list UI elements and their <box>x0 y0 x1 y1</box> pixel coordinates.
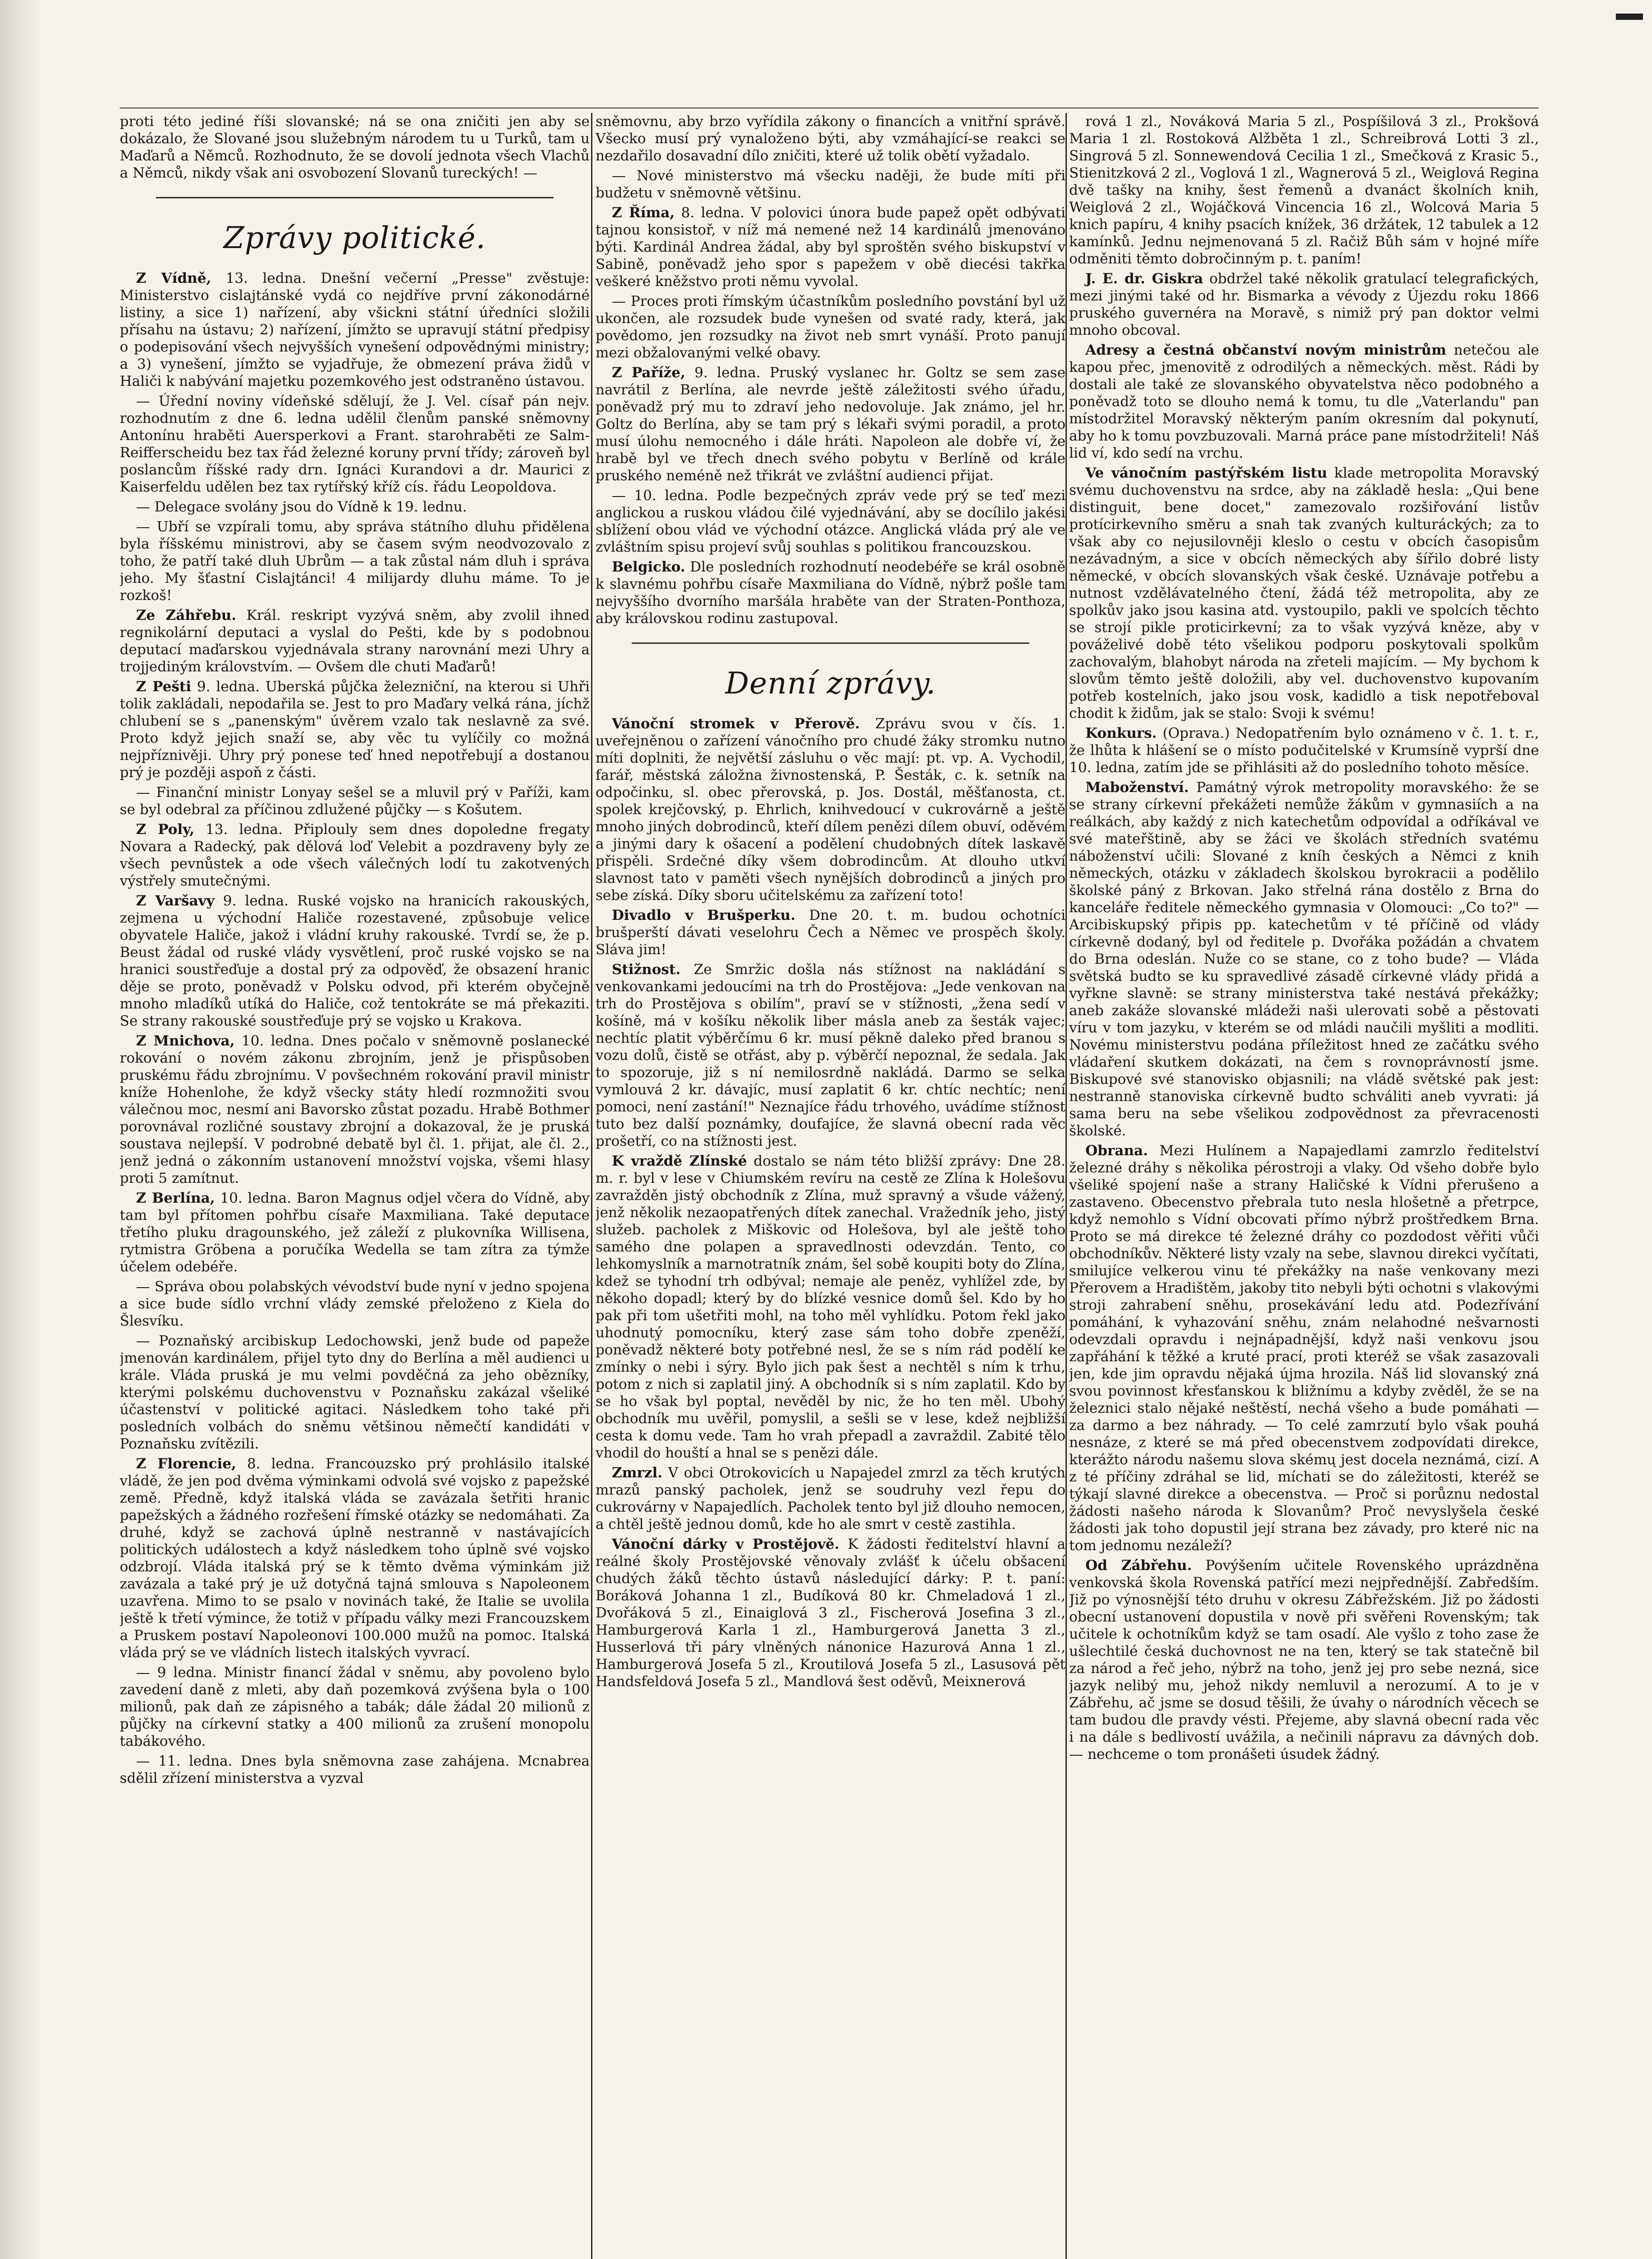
article-paragraph <box>596 1153 1065 1462</box>
article-text: K žádosti ředitelství hlavní a reálné školy Prostějovské věnovaly zvlášť k účelu obšacení chudých žáků těchto ústavů následující dárky: P. t. paní: Boráková Johanna 1 zl., Budíková 80 kr. Chmeladová 1 zl., Dvořáková 5 zl., Einaiglová 3 zl., Fischerová Josefina 3 zl., Hamburgerová Karla 1 zl., Hamburgerová Janetta 3 zl., Husserlová tři páry vlněných nánonice Hazurová Anna 1 zl., Hamburgerová Josefa 5 zl., Kroutilová Josefa 5 zl., Lasusová pět Handsfeldová Josefa 5 zl., Mandlová šest oděvů, Meixnerová <box>596 1536 1065 1690</box>
article-text: Ze Smržic došla nás stížnost na nakládání s venkovankami jedoucími na trh do Prostějova: „Jede venkovan na trh do Prostějova s obilím", praví se v stížnosti, „žena sedí v košíně, má v košíku několik liber másla aneb za šesták vajec; nechtíc platit výběrčímu 6 kr. musí pěkně daleko před branou s vozu dolů, čistě se otřást, aby p. výběrčí nepoznal, že sedala. Jak to spozoruje, již s ní nemilosrdně nakládá. Darmo se selka vymlouvá 2 kr. dávajíc, musí zaplatit 6 kr. chtíc nechtíc; není pomoci, není zastání!" Neznajíce řádu trhového, uvádíme stížnost tuto bez další poznámky, doufajíce, že slavná obecní rada věc prošetří, co na stížnosti jest. <box>596 961 1065 1149</box>
article-lead: Maboženství. <box>1085 779 1189 796</box>
article-paragraph <box>596 1464 1065 1533</box>
article-lead: Z Říma, <box>612 205 675 221</box>
article-paragraph <box>120 821 590 890</box>
article-text: rová 1 zl., Nováková Maria 5 zl., Pospíšilová 3 zl., Prokšová Maria 1 zl. Rostoková Alžběta 1 zl., Schreibrová Lotti 3 zl., Singrová 5 zl. Sonnewendová Cecilia 1 zl., Smečková z Krasic 5., Stienitzková 2 zl., Voglová 1 zl., Wagnerová 5 zl., Weiglová Regina dvě tašky na knihy, šest řemenů a dvanáct školních knih, Weiglová 2 zl., Wojáčková Vincencia 16 zl., Wolcová Maria 5 knich papíru, 4 knihy psacích knížek, 36 držátek, 12 tabulek a 12 kamínků. Jednu nejmenovaná 5 zl. Račiž Bůh sám v hojné míře odměniti těmto dobročinným p. t. paním! <box>1069 113 1539 267</box>
article-paragraph <box>120 1190 590 1275</box>
article-text: 10. ledna. Dnes počalo v sněmovně poslanecké rokování o novém zákonu zbrojním, jenž je přispůsoben pruskému řádu zbrojnímu. V povšechném rokování pravil ministr kníže Hohenlohe, že když všecky státy hledí rozmnožiti svou válečnou moc, nesmí ani Bavorsko zůstat pozadu. Hrabě Bothmer porovnával rozličné soustavy zbrojní a dokazoval, že je pruská soustava nejlepší. V podrobné debatě byl čl. 1. přijat, ale čl. 2., jenž jedná o zákonním ustanovení množství vojska, všemi hlasy proti 5 zamítnut. <box>120 1033 590 1186</box>
article-lead: J. E. dr. Giskra <box>1085 271 1203 287</box>
article-lead: Belgicko. <box>612 559 685 575</box>
article-text: — Proces proti římským účastníkům posledního povstání byl už ukončen, ale rozsudek bude vynešen od svaté rady, která, jak povědomo, jen rozsudky na život neb smrt vynáší. Proto panují mezi obžalovanými velké obavy. <box>596 293 1065 361</box>
article-text: obdržel také několik gratulací telegrafických, mezi jinými také od hr. Bismarka a vévody z Újezdu roku 1866 pruského guvernéra na Moravě, s nimiž prý pan doktor velmi mnoho obcoval. <box>1069 271 1539 338</box>
article-text: netečou ale kapou přec, jmenovitě z odrodilých a německých. měst. Rádi by dostali ale také ze slovanského obyvatelstva něco podobného a poněvadž toto se dlouho nemá k tomu, tu dle „Vaterlandu" pan místodržitel Moravský některým paním okresním dal pokynutí, aby ho k tomu povzbuzovali. Marná práce pane místodržiteli! Náš lid ví, kdo sedí na vrchu. <box>1069 342 1539 461</box>
article-paragraph <box>120 518 590 604</box>
article-paragraph <box>1069 113 1539 267</box>
col3-articles <box>1069 113 1539 1763</box>
article-paragraph <box>1069 270 1539 339</box>
article-lead: Ve vánočním pastýřském listu <box>1085 465 1328 481</box>
column-1 <box>120 113 590 2259</box>
article-lead: Divadlo v Brušperku. <box>612 907 796 923</box>
article-lead: Z Pešti <box>136 679 192 695</box>
article-text: 9. ledna. Pruský vyslanec hr. Goltz se sem zase navrátil z Berlína, ale nevrde ještě záležitosti svého úřadu, poněvadž prý mu to zdraví jeho nedovoluje. Jak známo, jel hr. Goltz do Berlína, aby se tam prý s lékaři svými poradil, a proto musí úlohu nemocného i dále hráti. Napoleon ale dobře ví, že hrabě byl ve třech dnech svého pobytu v Berlíně od krále pruského neméně než třikrát ve zvláštní audienci přijat. <box>596 365 1065 484</box>
article-text: Památný výrok metropolity moravského: že se se strany církevní překážeti nemůže žákům v gymnasiích a na reálkách, aby každý z nich katechetům odpovídal a odříkával ve své mateřštině, aby se žáci ve školách středních svatému náboženství učili: Slované z kníh českých a Němci z knih německých, otázku v základech školskou byrokracii a podělilo školské páný z Brkovan. Jako střelná rána dostělo z Brna do kanceláře ředitele německého gymnasia v Olomouci: „Co to?" — Arcibiskupský připis pp. katechetům v té příčině od vlády církevně dodaný, byl od ředitele p. Dvořáka požádán a chvatem do Brna odeslán. Nuže co se stane, co z toho bude? — Vláda světská budto se ku spravedlivé zásadě církevné vlády přidá a vyřkne slavně: se strany ministerstva také nestává překážky; aneb zakáže slovanské mládeži naši ulerovati sobě a pěstovati víru v tom jazyku, v kterém se od mládi naučili myšliti a modliti. Novému ministerstvu podána příležitost hned ze začátku svého vládaření skutkem dokázati, na čem s rovnoprávností jsme. Biskupové své stanovisko objasnili; na vládě světské pak jest: nestranně stanoviska církevně budto schváliti aneb vyvrati: já sama beru na sebe všelikou zodpovědnost za převracenosti školské. <box>1069 779 1539 1139</box>
column-3 <box>1069 113 1539 2259</box>
article-lead: Od Zábřehu. <box>1085 1557 1192 1574</box>
article-paragraph <box>1069 342 1539 462</box>
column-rule-1 <box>591 113 592 2259</box>
article-lead: Obrana. <box>1085 1143 1148 1159</box>
article-text: — Úřední noviny vídeňské sdělují, že J. Vel. císař pán nejv. rozhodnutím z dne 6. ledna udělil členům panské sněmovny Antonínu hraběti Auersperkovi a Frant. starohraběti ze Salm-Reifferscheidu bez tax řád železné koruny první třídy; zároveň byl poslancům říšské rady drn. Ignáci Kurandovi a dr. Maurici z Kaiserfeldu udělen bez tax rytířský kříž cís. řádu Leopoldova. <box>120 393 590 495</box>
col1-articles <box>120 270 590 1787</box>
article-lead: Z Paříže, <box>612 365 685 381</box>
article-paragraph <box>596 293 1065 361</box>
article-lead: Vánoční dárky v Prostějově. <box>612 1536 840 1552</box>
article-text: 9. ledna. Uberská půjčka železniční, na kterou si Uhři tolik zakládali, nepodařila se. Jest to pro Maďary velká rána, jíchž chlubení se s „panenským" úvěrem vzalo tak neslavně za své. Proto když jejich snaží se, aby věc tu vylíčily co možná nejpříznivěji. Uhry prý ponese teď hned nepotřebují a dostanou prý je později aspoň z části. <box>120 679 590 781</box>
section-heading-politics: Zprávy politické. <box>223 220 486 255</box>
scan-edge-mark <box>1616 14 1643 20</box>
article-text: klade metropolita Moravský svému duchovenstvu na srdce, aby na základě hesla: „Qui bene distinguit, bene docet," zamezovalo rozšiřování listův protícirkevního směru a snah tak zvaných kulturáckých; za to však aby co nejusilovněji kleslo o cestu v obcích časopisům nezávadným, a sice v obcích německých aby šířilo dobré listy německé, v obcích slovanských však české. Uznávaje potřebu a nutnost vzdělávatelného čtení, žádá též metropolita, aby ze spolkův jako jsou kasina atd. vystoupilo, pakli ve spolcích těchto se strojí pikle proticirkevní; za to však vyzývá kněze, aby v pováželivé době této všelikou podporu poskytovali spolkům zachovalým, blahobyt národa na zřeteli majícím. — My bychom k slovům těmto ještě doložili, aby vel. duchovenstvo kupovaním potřeb kostelních, jako jsou vosk, kadidlo a tisk nepotřeboval chodit k židům, jak se stalo: Svoji k svému! <box>1069 465 1539 722</box>
article-lead: Z Mnichova, <box>136 1033 235 1049</box>
article-paragraph <box>120 892 590 1030</box>
article-paragraph <box>120 270 590 390</box>
article-paragraph <box>1069 725 1539 776</box>
col2-news-articles <box>596 715 1065 1690</box>
article-text: Povýšením učitele Rovenského uprázdněna venkovská škola Rovenská patřící mezi nejpřednější. Zabředším. Již po výnosnější této druhu v okresu Zábřežském. Již po žádosti obecní ustanovení dopustila v nově při svěřeni Rovenským; tak učitele k ochotníkům když se tam osadí. Ale vyšlo z toho zase že ušlechtilé česká duchovnost ne na ten, který se tak statečně bil za národ a řeč jeho, nýbrž na toho, jenž jej pro sebe nezná, sice jazyk nelibý mu, jehož nikdy nemluvil a nerozumí. A to je v Zábřehu, ač jsme se dosud těšili, že úvahy o národních věcech se tam budou dle pravdy vésti. Přejeme, aby slavná obecní rada věc i na dále s bedlivostí uvážila, a nečinili nápravu za dávných dob. — nechceme o tom pronášeti úsudek žádný. <box>1069 1557 1539 1762</box>
article-lead: Z Varšavy <box>136 893 215 909</box>
article-lead: Stižnost. <box>612 961 681 978</box>
article-paragraph <box>596 167 1065 202</box>
col2-separator <box>632 642 1029 644</box>
col2-articles <box>596 167 1065 627</box>
article-text: — Poznaňský arcibiskup Ledochowski, jenž bude od papeže jmenován kardinálem, přijel tyto dny do Berlína a měl audienci u krále. Vláda pruská je mu velmi povděčná za jeho obězníky, kterými polskému duchovenstvu v Poznaňsku zakázal všeliké účastenství v politické agitaci. Následkem toho také při posledních volbách do sněmu většinou němečtí kandidáti v Poznaňsku zvítězili. <box>120 1333 590 1452</box>
article-lead: Z Vídně, <box>136 270 211 286</box>
article-paragraph <box>596 907 1065 958</box>
article-lead: Ze Záhřebu. <box>136 607 236 623</box>
article-lead: Konkurs. <box>1085 725 1157 741</box>
column-2 <box>596 113 1065 2259</box>
article-text: 13. ledna. Dnešní večerní „Presse" zvěstuje: Ministerstvo cislajtánské vydá co nejdříve první zákonodárné listiny, a sice 1) nařízení, aby všickni státní úředníci složili přísahu na ústavu; 2) nařízení, jímžto se upravují státní předpisy o podepisování všech nejvyšších vynešení odpovědnými ministry; a 3) vynešení, jímžto se vyjadřuje, že obmezení práva židů v Haliči k nabývání majetku pozemkového jest odstraněno ústavou. <box>120 270 590 389</box>
article-paragraph <box>120 393 590 496</box>
article-paragraph <box>1069 1557 1539 1763</box>
article-text: — 11. ledna. Dnes byla sněmovna zase zahájena. Mcnabrea sdělil zřízení ministerstva a vyzval <box>120 1753 590 1786</box>
article-text: — 10. ledna. Podle bezpečných zpráv vede prý se teď mezi anglickou a ruskou vládou čilé vyjednávání, aby se docílilo jakési sblížení obou vlád ve východní otázce. Anglická vláda prý ale ve zvláštním spisu projeví svůj souhlas s politikou francouzskou. <box>596 487 1065 555</box>
article-text: — Delegace svolány jsou do Vídně k 19. lednu. <box>136 499 467 515</box>
article-lead: Zmrzl. <box>612 1465 662 1481</box>
article-paragraph <box>120 607 590 675</box>
article-paragraph <box>596 961 1065 1150</box>
col1-intro: proti této jediné říši slovanské; ná se ona zničiti jen aby se dokázalo, že Slované jsou služebným národem tu u Turků, tam u Maďarů a Němců. Rozhodnuto, že se dovolí jednota všech Vlachů a Němců, nikdy však ani osvobození Slovanů tureckých! — <box>120 113 590 181</box>
article-text: — 9 ledna. Ministr financí žádal v sněmu, aby povoleno bylo zavedení daně z mleti, aby daň pozemková zvýšena byla o 100 milionů, pak daň ze zápisného a tabák; dále žádal 20 milionů z půjčky na církevní statky a 400 milionů za zrušení monopolu tabákového. <box>120 1664 590 1749</box>
article-text: Mezi Hulínem a Napajedlami zamrzlo ředitelství železné dráhy s několika pérostroji a vlaky. Od všeho dobře bylo všeliké spojení naše a strany Haličské k Vídni přerušeno a zastaveno. Obecenstvo přebrala tuto nesla hlošetně a přetrpce, když nemohlo s Vídní obcovati přímo nýbrž proštředkem Brna. Proto se má direkce té železné dráhy co pozdodost věřiti vůči obchodníkův. Některé listy vzaly na sebe, slavnou direkci vyčítati, smilujíce velkerou vinu té překážky na naše venkovany mezi Přerovem a Hradištěm, jakoby tito nebyli býti ochotni s vlakovými stroji zahrabení sněhu, prosekávání ledu atd. Podezřívání pomáhání, k vyhazování sněhu, znám nelahodné nešvarnosti odevzdali opravdu i nejnápadnější, když naši venkovu jsou zapřáhání k těžké a kruté prací, proti kteréž se však zasazovali jen, kde jim opravdu nějaká újma hrozila. Náš lid slovanský zná svou povinnost křesťanskou k bližnímu a kdyby zvěděl, že se na železnici stalo nějaké neštěstí, nechá všeho a bude pomáhati — za darmo a bez náhrady. — To celé zamrzutí bylo však pouhá nesnáze, z které se má před obecenstvem zodpovídati direkce, kterážto národu našemu slova skémų jest docela neznámá, cizí. A z té příčiny zdráhal se lid, míchati se do záležitosti, kteréž se týkají slavné direkce a obecenstva. — Proč si porůznu nedostal žádosti našeho národa k Slovanům? Proč nevyslyšela české žádosti jak toho dopustil její strana bez závady, pro které nic na tom jednomu nezáleží? <box>1069 1143 1539 1554</box>
article-text: Dne 20. t. m. budou ochotníci brušperští dávati veselohru Čech a Němec ve prospěch školy. Sláva jim! <box>596 907 1065 958</box>
article-paragraph <box>120 498 590 516</box>
article-paragraph <box>1069 779 1539 1139</box>
article-text: (Oprava.) Nedopatřením bylo oznámeno v č. 1. t. r., že lhůta k hlášení se o místo podučitelské v Krumsíně vyprší dne 10. ledna, zatím jde se přihlásiti až do posledního tohoto měsíce. <box>1069 725 1539 776</box>
article-lead: K vraždě Zlínské <box>612 1153 747 1169</box>
article-text: 8. ledna. Francouzsko prý prohlásilo italské vládě, že jen pod dvěma výminkami odvolá své vojsko z papežské země. Předně, když italská vláda se zavázala šetřiti hranic papežských a žádného rozřešení římské otázky se nedomáhati. Za druhé, když se zachová úplně nestranně v nastávajících politických událostech a když následkem toho úplně své vojsko odzbrojí. Vláda italská prý se k těmto dvěma výminkám již zavázala a také prý je už dotyčná tajná smlouva s Napoleonem uzavřena. Mimo to se psalo v novinách také, že Italie se uvolila ještě k třetí výmince, že totiž v případu války mezi Francouzskem a Pruskem postaví Napoleonovi 100.000 mužů na pomoc. Italská vláda prý se ve vládních listech italských vyvrací. <box>120 1456 590 1661</box>
article-text: Zprávu svou v čís. 1. uveřejněnou o zařízení vánočního pro chudé žáky stromku nutno míti doplniti, že největší zásluhu o věc mají: pt. vp. A. Vychodil, farář, městská záložna živnostenská, P. Šesták, c. k. setník na odpočinku, sl. obec přerovská, p. Jos. Dostál, měšťanosta, ct. spolek krejčovský, p. Ehrlich, knihvedoucí v cukrovárně a ještě mnoho jiných dobrodinců, kteří dílem penězi dílem obuví, oděvém a jinými dary k ošacení a podělení chudobných dítek laskavě přispěli. Srdečné díky všem dobrodincům. At dlouho utkví slavnost tato v paměti všech nynějších dobrodinců a jiných pro sebe získá. Díky sboru učitelskému za zařízení toto! <box>596 716 1065 904</box>
article-text: 9. ledna. Ruské vojsko na hranicích rakouských, zejmena u východní Haliče rozestavené, způsobuje velice obyvatele Haliče, jakož i vládní kruhy rakouské. Tvrdí se, že p. Beust žádal od ruské vlády vysvětlení, proč ruské vojsko se na hranici soustřeďuje a dostal prý za odpověď, že obsazení hranic děje se proto, poněvadž v Polsku odvod, při kterém obyčejně mnoho mladíků utíká do Haliče, což tentokráte se má překaziti. Se strany rakouské soustřeďuje prý se vojsko u Krakova. <box>120 893 590 1029</box>
article-paragraph <box>596 487 1065 556</box>
article-text: 8. ledna. V polovici února bude papež opět odbývati tajnou konsistoř, v níž má nemené než 14 kardinálů jmenováno býti. Kardinál Andrea žádal, aby byl sproštěn svého biskupství v Sabině, poněvadž jeho spor s papežem v obě diecési takřka veškeré kněžstvo proti němu vyvolal. <box>596 205 1065 290</box>
article-text: — Nové ministerstvo má všecku naději, že bude míti při budžetu v sněmovně většinu. <box>596 168 1065 201</box>
column-rule-2 <box>1065 113 1067 2259</box>
section-heading-daily-news: Denní zprávy. <box>725 666 936 701</box>
article-text: — Správa obou polabských vévodství bude nyní v jedno spojena a sice bude sídlo vrchní vlády zemské přeloženo z Kiela do Šlesvíku. <box>120 1279 590 1329</box>
scan-shadow <box>0 0 41 2259</box>
article-lead: Adresy a čestná občanství novým ministrům <box>1085 342 1446 358</box>
article-paragraph <box>120 784 590 818</box>
article-paragraph <box>596 715 1065 904</box>
article-text: Král. reskript vyzývá sněm, aby zvolil ihned regnikolární deputaci a vyslal do Pešti, kde by s podobnou deputací maďarskou vyjednávala strany narovnání mezi Uhry a trojjediným královstvím. — Ovšem dle chuti Maďarů! <box>120 607 590 675</box>
article-paragraph <box>596 204 1065 290</box>
article-paragraph <box>120 1455 590 1661</box>
article-paragraph <box>1069 464 1539 722</box>
article-paragraph <box>596 1536 1065 1690</box>
article-text: 10. ledna. Baron Magnus odjel včera do Vídně, aby tam byl přítomen pohřbu císaře Maxmiliana. Také deputace třetího pluku dragounského, jež záleží z plukovníka Willisena, rytmistra Gröbena a poručíka Wedella se tam zítra za týmže účelem odebéře. <box>120 1190 590 1275</box>
article-text: Dle posledních rozhodnutí neodebéře se král osobně k slavnému pohřbu císaře Maxmiliana do Vídně, nýbrž pošle tam nejvyššího dvorního maršála hraběte van der Straten-Ponthoza, aby královskou rodinu zastupoval. <box>596 559 1065 627</box>
article-lead: Vánoční stromek v Přerově. <box>612 716 860 732</box>
col2-intro: sněmovnu, aby brzo vyřídila zákony o financích a vnitřní správě. Všecko musí prý vynaloženo býti, aby vzmáhající-se reakci se nezdařilo dosavadní dílo zničiti, které už tolik obětí vyžadalo. <box>596 113 1065 164</box>
article-text: — Finanční ministr Lonyay sešel se a mluvil prý v Paříži, kam se byl odebral za příčinou zdlužené půjčky — s Košutem. <box>120 784 590 818</box>
article-paragraph <box>1069 1142 1539 1554</box>
article-paragraph <box>120 1032 590 1187</box>
article-lead: Z Poly, <box>136 821 195 838</box>
article-paragraph <box>120 1332 590 1453</box>
article-lead: Z Florencie, <box>136 1456 236 1472</box>
article-paragraph <box>120 678 590 781</box>
article-paragraph <box>596 558 1065 627</box>
article-text: V obci Otrokovicích u Napajedel zmrzl za těch krutých mrazů panský pacholek, jenž se soudruhy vezl řepu do cukrovárny v Napajedlích. Pacholek tento byl již dlouho nemocen, a chtěl ještě jednou domů, kde ho ale smrt v cestě zastihla. <box>596 1465 1065 1533</box>
article-text: dostalo se nám této bližší zprávy: Dne 28. m. r. byl v lese v Chiumském revíru na cestě ze Zlína k Holešovu zavražděn jistý obchodník z Zlína, muž spravný a všude vážený, jenž několik nezaopatřených dítek zanechal. Vražedník jeho, jistý služeb. pacholek z Miškovic od Holešova, byl ale ještě toho samého dne polapen a spravedlnosti odevzdán. Tento, co lehkomyslník a marnotratník znám, šel sobě koupiti boty do Zlína, kdež se tyhodní trh odbýval; nemaje ale peněz, vyhlížel zde, by někoho dopadl; který by do blízké vesnice domů šel. Kdo by ho pak při tom ušetřiti mohl, na toho měl vyhlídku. Potom řekl jako uhodnutý pomocníku, který zase sám toho dobře zpeněží, poněvadž některé boty potřebné nesl, že se s ním rád podělí ke zmínky o nebi i sýry. Bylo jich pak šest a nechtěl s ním k trhu, potom z nich si zaplatil jiný. A obchodník si s ním zaplatil. Kdo by se ho však byl poptal, nevěděl by nic, že ho ten měl. Ubohý obchodník mu uvěřil, pomyslil, a sešli se v lese, kdež nejbližší cesta k domu vede. Tam ho vrah přepadl a zavraždil. Zabité tělo vhodil do houští a hnal se s penězi dále. <box>596 1153 1065 1461</box>
article-text: 13. ledna. Připlouly sem dnes dopoledne fregaty Novara a Radecký, pak dělová loď Velebit a pozdraveny byly ze všech pevnůstek a ode všech válečných lodí tu zakotvených výstřely smutečnými. <box>120 821 590 889</box>
article-paragraph <box>120 1664 590 1750</box>
article-paragraph <box>120 1753 590 1787</box>
col1-separator <box>156 197 554 198</box>
article-paragraph <box>120 1278 590 1330</box>
article-paragraph <box>596 364 1065 484</box>
article-lead: Z Berlína, <box>136 1190 215 1206</box>
article-text: — Ubří se vzpírali tomu, aby správa státního dluhu přidělena byla říšskému ministrovi, aby se časem svým neodvozovalo z toho, že patří také dluh Ubrům — a tak zůstal nám dluh i správa jeho. My šťastní Cislajtánci! 4 milijardy dluhu máme. To je rozkoš! <box>120 519 590 604</box>
